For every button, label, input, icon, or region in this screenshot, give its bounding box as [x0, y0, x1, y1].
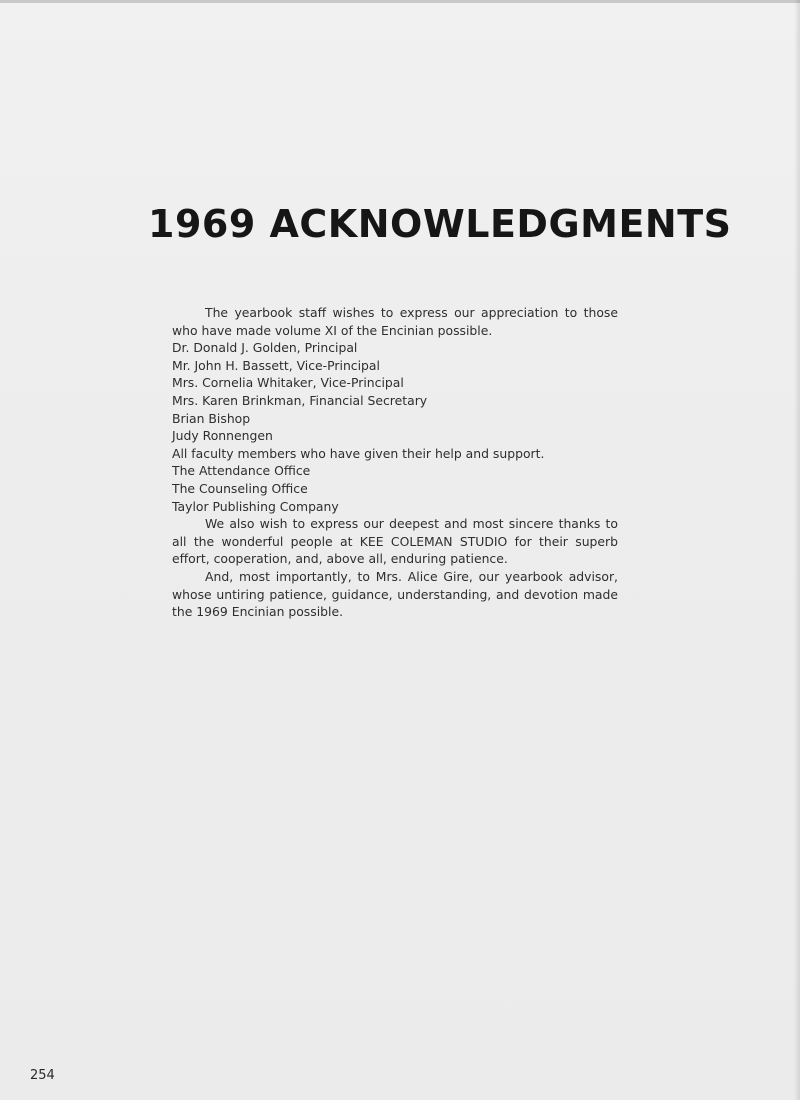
intro-paragraph: The yearbook staff wishes to express our appreciation to those who have made volume XI of the Encinian possible.: [172, 305, 618, 338]
list-item: Brian Bishop: [172, 410, 251, 426]
list-item: Mrs. Cornelia Whitaker, Vice-Principal: [172, 375, 404, 391]
list-item: Dr. Donald J. Golden, Principal: [172, 340, 358, 356]
list-item: Mr. John H. Bassett, Vice-Principal: [172, 357, 380, 373]
advisor-thanks-paragraph: And, most importantly, to Mrs. Alice Gire, our yearbook advisor, whose untiring patience, guidance, understanding, and devotion made the 1969 Encinian possible.: [172, 568, 618, 620]
acknowledged-list: [172, 339, 618, 515]
page-title: 1969 ACKNOWLEDGMENTS: [148, 202, 732, 246]
list-item: Judy Ronnengen: [172, 428, 273, 444]
page-number: 254: [30, 1068, 55, 1083]
list-item: All faculty members who have given their help and support.: [172, 445, 545, 461]
list-item: Taylor Publishing Company: [172, 498, 339, 514]
list-item: Mrs. Karen Brinkman, Financial Secretary: [172, 392, 428, 408]
list-item: The Counseling Office: [172, 480, 308, 496]
list-item: The Attendance Office: [172, 463, 311, 479]
studio-thanks-paragraph: We also wish to express our deepest and most sincere thanks to all the wonderful people at KEE COLEMAN STUDIO for their superb effort, cooperation, and, above all, enduring patience.: [172, 516, 618, 567]
page-binding-shadow: [794, 0, 800, 1100]
page-top-edge: [0, 0, 800, 3]
acknowledgments-text: [172, 304, 618, 621]
